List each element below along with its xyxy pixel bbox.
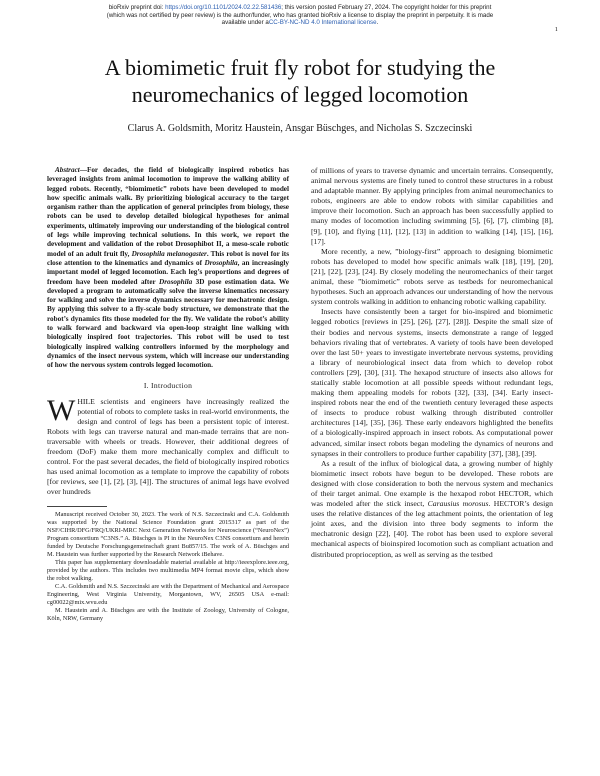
footnote: C.A. Goldsmith and N.S. Szczecinski are with the Department of Mechanical and Aerospace Engineering, West Virginia University, Morgantown, WV, 26505 USA e-mail: cg00022@mix.wvu.edu (47, 582, 289, 606)
abstract: Abstract—For decades, the field of biologically inspired robotics has leveraged insights from animal locomotion to improve the walking ability of legged robots. Recently, “biomimetic” robots have been developed to model how specific animals walk. By prioritizing biological accuracy to the target organism rather than the application of general principles from biology, these robots can be used to develop detailed biological hypotheses for animal experiments, ultimately improving our understanding of the biological control of legs while improving technical solutions. In this work, we report the development and validation of the robot Drosophibot II, a meso-scale robotic model of an adult fruit fly, Drosophila melanogaster. This robot is novel for its close attention to the kinematics and dynamics of Drosophila, an increasingly important model of legged locomotion. Each leg’s proportions and degrees of freedom have been modeled after Drosophila 3D pose estimation data. We developed a program to automatically solve the inverse kinematics necessary for walking and solve the inverse dynamics necessary for mechatronic design. By applying this solver to a fly-scale body structure, we demonstrate that the robot’s dynamics fits those modeled for the fly. We validate the robot’s ability to walk forward and backward via open-loop straight line walking with biologically inspired foot trajectories. This robot will be used to test biologically inspired walking controllers informed by the morphology and dynamics of the insect nervous system, which will increase our understanding of how the nervous system controls legged locomotion. (47, 166, 289, 370)
body-paragraph: Insects have consistently been a target for bio-inspired and biomimetic legged robotics [reviews in [25], [26], [27], [28]]. Despite the small size of their bodies and nervous systems, insects demonstrate a range of legged behaviors rivaling that of vertebrates. A variety of tools have been developed over the last 50+ years to investigate invertebrate nervous systems, providing a library of neurobiological insect data from which to develop robot controllers [29], [30], [31]. The hexapod structure of insects also allows for statically stable locomotion at all possible speeds without redundant legs, making them appealing models for robots [32], [33], [34]. Early insect-inspired robots near the end of the twentieth century leveraged these aspects of insects to produce robust walking through distributed controller architectures [14], [35], [36]. These early endeavors highlighted the benefits of a biologically-inspired approach in insect robots. As computational power advanced, similar insect robots began modeling the dynamics of neurons and synapses in their controllers to produce further capability [37], [38], [39]. (311, 307, 553, 458)
species-name: Drosophila (159, 277, 193, 286)
left-column (47, 166, 289, 623)
species-name: Drosophila melanogaster (131, 249, 207, 258)
body-paragraph: More recently, a new, ”biology-first” approach to designing biomimetic robots has developed to model how specific animals walk [18], [19], [20], [21], [22], [23], [24]. By closely modeling the neuromechanics of their target animal, these ”biomimetic” robots serve as testbeds for neuromechanical hypotheses. Such an approach advances our understanding of how the nervous system controls walking in addition to enhancing robotic walking capability. (311, 246, 553, 307)
species-name: Carausius morosus (427, 499, 489, 509)
footnote: This paper has supplementary downloadable material available at http://ieeexplore.ieee.org, provided by the authors. This includes two multimedia MP4 format movie clips, which show the robot walking. (47, 558, 289, 582)
footnote: Manuscript received October 30, 2023. The work of N.S. Szczecinski and C.A. Goldsmith was supported by the National Science Foundation grant 2015317 as part of the NSF/CIHR/DFG/FRQ/UKRI-MRC Next Generation Networks for Neuroscience (“NeuroNex”) Program consortium “C3NS.” A. Büschges is PI in the NeuroNex C3NS consortium and herein funded by Deutsche Forschungsgemeinschaft grant Bu857/15. The work of A. Büschges and M. Haustein was further supported by the Research Network iBehave. (47, 510, 289, 558)
body-paragraph: As a result of the influx of biological data, a growing number of highly biomimetic insect robots have begun to be developed. These robots are designed with close consideration to both the nervous system and mechanics of their target animal. One example is the hexapod robot HECTOR, which was modeled after the stick insect, Carausius morosus. HECTOR’s design uses the relative distances of the leg attachment points, the orientation of leg joint axes, and the division into three body segments to inform the mechatronic design [22], [40]. The robot has been used to explore several mechanical aspects of bioinspired locomotion such as compliant actuation and distributed proprioception, as well as serving as the testbed (311, 458, 553, 559)
preprint-notice-line2: (which was not certified by peer review) is the author/funder, who has granted bioRxiv a license to display the preprint in perpetuity. It is made (106, 11, 494, 19)
paper-title (40, 54, 560, 108)
preprint-notice (40, 4, 560, 27)
preprint-notice-line3: available under aCC-BY-NC-ND 4.0 International license. (221, 19, 379, 27)
page-number: 1 (554, 26, 558, 33)
abstract-label: Abstract (55, 166, 80, 174)
preprint-notice-line1: bioRxiv preprint doi: https://doi.org/10.1101/2024.02.22.581436; this version posted February 27, 2024. The copyright holder for this preprint (108, 4, 492, 11)
right-column (311, 166, 553, 560)
footnote: M. Haustein and A. Büschges are with the Institute of Zoology, University of Cologne, Köln, NRW, Germany (47, 606, 289, 622)
body-paragraph: of millions of years to traverse dynamic and uncertain terrains. Consequently, animal nervous systems are finely tuned to control these structures in a robust and adaptable manner. By applying principles from animal neuromechanics to robots, engineers are able to endow robots with similar capabilities and improve their locomotion. Such an approach has been successfully applied to many modes of locomotion including swimming [5], [6], [7], climbing [8], [9], [10], and flying [11], [12], [13] in addition to walking [14], [15], [16], [17]. (311, 166, 553, 246)
species-name: Drosophila (204, 258, 238, 267)
license-link[interactable]: CC-BY-NC-ND 4.0 International license (268, 19, 377, 27)
section-heading: I. Introduction (143, 380, 193, 390)
author-list: Clarus A. Goldsmith, Moritz Haustein, Ansgar Büschges, and Nicholas S. Szczecinski (127, 123, 473, 134)
footnote-divider (47, 506, 107, 507)
title-line-1: A biomimetic fruit fly robot for studying the (104, 55, 496, 80)
doi-link[interactable]: https://doi.org/10.1101/2024.02.22.581436 (165, 4, 282, 11)
intro-paragraph: WHILE scientists and engineers have increasingly realized the potential of robots to complete tasks in real-world environments, the design and control of legs has been a persistent topic of interest. Robots with legs can traverse natural and man-made terrains that are non-traversable with wheels or treads. However, their additional degrees of freedom (DoF) make them more mechanically complex and difficult to control. For the past several decades, the field of biologically inspired robotics has used animal locomotion as a template to improve the capability of robots [for reviews, see [1], [2], [3], [4]]. The structures of animal legs have evolved over hundreds (47, 393, 289, 497)
drop-cap: W (47, 393, 76, 427)
title-line-2: neuromechanics of legged locomotion (131, 82, 469, 107)
